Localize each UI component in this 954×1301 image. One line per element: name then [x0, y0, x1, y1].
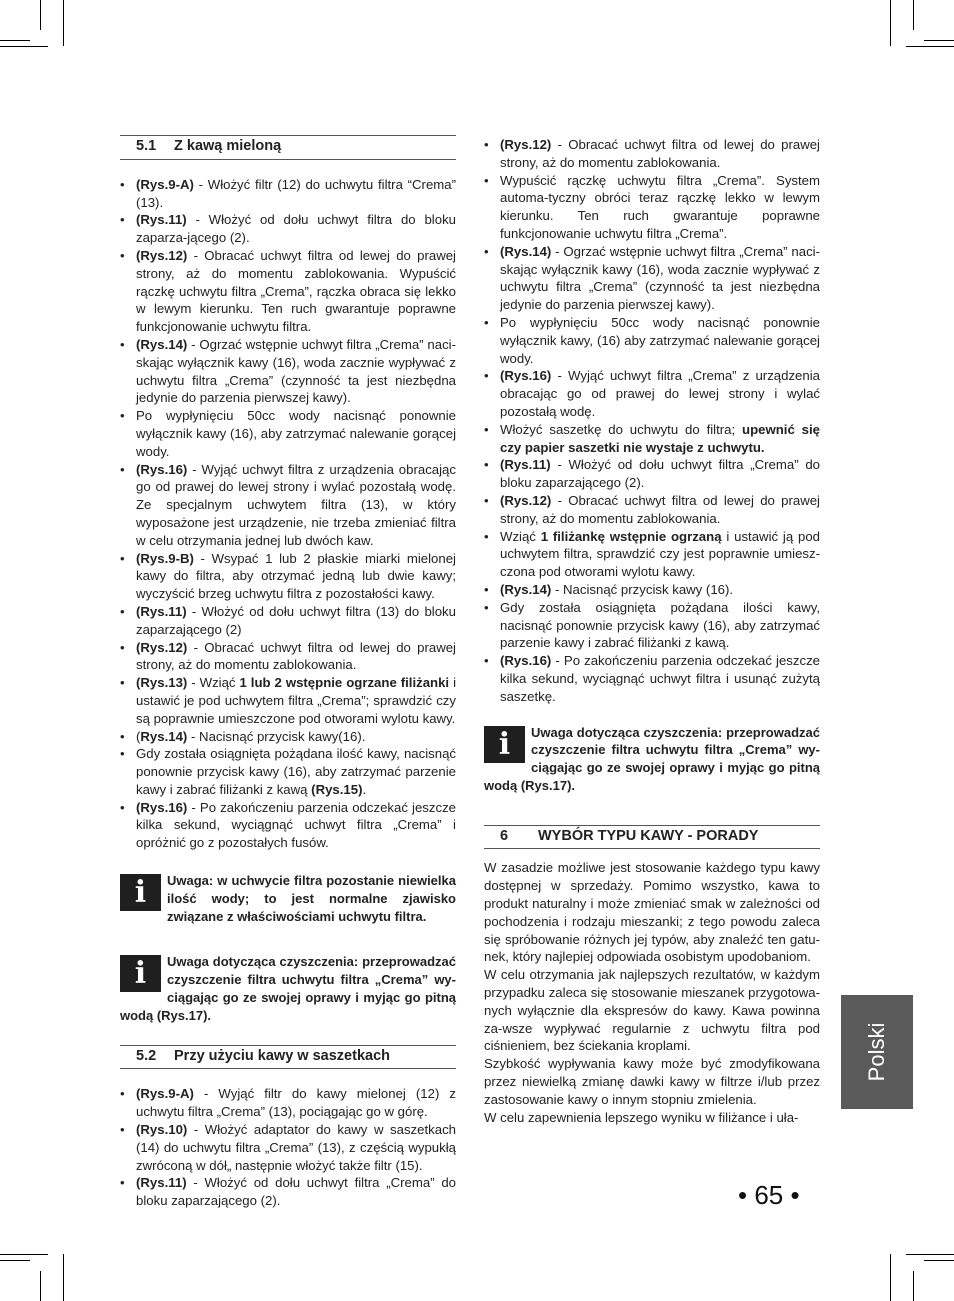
list-item — [120, 603, 456, 639]
crop-mark — [0, 40, 30, 41]
list-item — [120, 674, 456, 727]
item-text: - Obracać uchwyt filtra od lewej do prawej strony, aż do momentu zablokowania. — [500, 492, 820, 526]
item-text: - Wziąć — [187, 675, 240, 691]
crop-mark — [63, 1254, 64, 1301]
info-note — [484, 724, 820, 795]
section-heading-5-1 — [120, 135, 456, 160]
section-heading-5-2 — [120, 1045, 456, 1070]
crop-mark — [40, 1271, 41, 1301]
item-text: Wypuścić rączkę uchwytu filtra „Crema”. System automa-tyczny obróci teraz rączkę lekko w lewym kierunku. Ten ruch gwarantuje poprawne funkcjonowanie uchwytu filtra „Crema”. — [500, 172, 820, 241]
list-item — [120, 728, 456, 746]
section-number: 5.2 — [136, 1047, 157, 1064]
figure-ref: (Rys.11) — [136, 212, 187, 228]
list-item — [120, 176, 456, 212]
figure-ref: (Rys.9-B) — [136, 550, 194, 566]
list-item — [120, 407, 456, 460]
figure-ref: (Rys.12) — [500, 137, 552, 152]
list-item — [484, 528, 820, 581]
crop-mark — [63, 0, 64, 46]
item-emphasis: 1 filiżankę wstępnie ogrzaną — [540, 528, 722, 544]
item-text: - Włożyć filtr (12) do uchwytu filtra “Crema” (13). — [136, 176, 456, 210]
item-emphasis: 1 lub 2 wstępnie ogrzane filiżanki — [239, 675, 450, 691]
item-text: - Ogrzać wstępnie uchwyt filtra „Crema” naci-skając wyłącznik kawy (16), woda zacznie wypływać z uchwytu filtra „Crema” (czynność ta jest niezbędna jedynie do parzenia pierwszej kawy). — [500, 243, 820, 313]
section-title: Z kawą mieloną — [174, 138, 282, 154]
item-text: - Po zakończeniu parzenia odczekać jeszcze kilka sekund, wyciągnąć uchwyt filtra i usunąć zużytą saszetkę. — [500, 653, 820, 704]
list-item — [484, 599, 820, 652]
language-tab — [841, 995, 913, 1109]
list-item — [120, 745, 456, 798]
item-text: - Nacisnąć przycisk kawy (16). — [551, 581, 734, 597]
item-text: Gdy została osiągnięta pożądana ilości kawy, nacisnąć ponownie przycisk kawy (16), aby zatrzymać parzenie kawy i zabrać filiżanki z kawą. — [500, 599, 820, 651]
figure-ref: (Rys.14) — [500, 581, 552, 597]
item-text: - Włożyć od dołu uchwyt filtra do bloku zaparza-jącego (2). — [136, 212, 456, 246]
section-title: Przy użyciu kawy w saszetkach — [174, 1047, 390, 1064]
figure-ref: (Rys.11) — [136, 1175, 187, 1191]
item-text: - Po zakończeniu parzenia odczekać jeszcze kilka sekund, wyciągnąć uchwyt filtra „Crema” i opróżnić go z pozostałych fusów. — [136, 799, 456, 851]
item-text: i ustawić ją pod uchwytem filtra, sprawdzić czy jest poprawnie umiesz-czona pod otworami wylotu kawy. — [500, 528, 820, 580]
item-text: - Włożyć od dołu uchwyt filtra (13) do bloku zaparzającego (2) — [136, 603, 456, 637]
crop-mark — [924, 1260, 954, 1261]
list-item — [120, 336, 456, 407]
figure-ref: (Rys.12) — [500, 492, 552, 508]
list-item — [484, 243, 820, 314]
figure-ref: (Rys.10) — [136, 1122, 188, 1138]
item-text: - Obracać uchwyt filtra od lewej do prawej strony, aż do momentu zablokowania. Wypuścić rączkę uchwytu filtra „Crema”, rączka obraca się lekko w lewym kierunku. Ten ruch gwarantuje poprawne funkcjonowanie uchwytu filtra. — [136, 247, 456, 335]
list-item — [120, 799, 456, 852]
item-text: - Nacisnąć przycisk kawy(16). — [187, 728, 366, 744]
figure-ref: (Rys.11) — [136, 603, 187, 619]
item-text: ( — [136, 728, 141, 744]
section-number: 5.1 — [136, 138, 157, 154]
item-text: Wziąć — [500, 528, 541, 544]
crop-mark — [924, 40, 954, 41]
paragraph: W zasadzie możliwe jest stosowanie każdego typu kawy dostępnej w sprzedaży. Pomimo wszystko, kawa to produkt naturalny i może zmieniać smak w zależności od pochodzenia i rodzaju mieszanki; z tego powodu zaleca się spróbowanie różnych jej typów, aby znaleźć ten gatu-nek, który najlepiej odpowiada osobistym upodobaniom. — [484, 860, 820, 965]
item-text: - Obracać uchwyt filtra od lewej do prawej strony, aż do momentu zablokowania. — [500, 137, 820, 170]
list-item — [484, 456, 820, 492]
figure-ref: (Rys.14) — [500, 243, 552, 259]
figure-ref: (Rys.14) — [136, 336, 188, 352]
list-item — [484, 652, 820, 705]
info-note — [120, 872, 456, 925]
info-note — [120, 953, 456, 1024]
figure-ref: (Rys.16) — [136, 461, 188, 477]
instruction-list — [484, 136, 820, 706]
list-item — [484, 421, 820, 457]
right-column — [484, 136, 820, 1126]
item-text: - Ogrzać wstępnie uchwyt filtra „Crema” naci-skając wyłącznik kawy (16), woda zacznie wypływać z uchwytu filtra „Crema” (czynność ta jest niezbędna jedynie do parzenia pierwszej kawy). — [136, 336, 456, 406]
instruction-list — [120, 176, 456, 852]
item-text: - Wyjąć uchwyt filtra z urządzenia obracając go od prawej do lewej strony i wylać pozostałą wodę. Ze specjalnym uchwytem filtra (13), w który wyposażone jest urządzenie, nie trzeba zmieniać filtra w celu otrzymania jednej lub dwóch kaw. — [136, 461, 456, 548]
list-item — [120, 639, 456, 675]
crop-mark — [890, 1254, 891, 1301]
left-column — [120, 135, 456, 1210]
list-item — [120, 1085, 456, 1121]
item-text: Po wypłynięciu 50cc wody nacisnąć ponownie wyłącznik kawy (16), aby zatrzymać nalewanie gorącej wody. — [136, 408, 456, 459]
section-title: WYBÓR TYPU KAWY - PORADY — [538, 827, 759, 844]
list-item — [484, 492, 820, 528]
list-item — [120, 211, 456, 247]
figure-ref: (Rys.9-A) — [136, 176, 194, 192]
item-text: - Wsypać 1 lub 2 płaskie miarki mielonej kawy do filtra, aby otrzymać jedną lub dwie kawy; wyczyścić brzeg uchwytu filtra z pozostałości kawy. — [136, 550, 456, 602]
page-number: • 65 • — [738, 1180, 800, 1210]
list-item — [484, 172, 820, 243]
item-text: i ustawić je pod uchwytem filtra „Crema”; sprawdzić czy są poprawnie umieszczone pod otworami wylotu kawy. — [136, 675, 456, 726]
crop-mark — [0, 1254, 48, 1255]
crop-mark — [906, 1254, 954, 1255]
item-text: Gdy została osiągnięta pożądana ilość kawy, nacisnąć ponownie przycisk kawy (16), aby zatrzymać parzenie kawy i zabrać filiżanki z kawą — [136, 746, 456, 797]
crop-mark — [913, 1271, 914, 1301]
list-item — [120, 1121, 456, 1174]
list-item — [120, 1174, 456, 1210]
info-icon: i — [484, 726, 525, 763]
item-text: - Włożyć od dołu uchwyt filtra „Crema” do bloku zaparzającego (2). — [136, 1175, 456, 1209]
item-text: Po wypłynięciu 50cc wody nacisnąć ponownie wyłącznik kawy, (16) aby zatrzymać nalewanie gorącej wody. — [500, 314, 820, 366]
crop-mark — [913, 0, 914, 30]
crop-mark — [40, 0, 41, 30]
item-text: - Włożyć adaptator do kawy w saszetkach (14) do uchwytu filtra „Crema” (13), z częścią wypukłą zwróconą w dół„ następnie włożyć także filtr (15). — [136, 1122, 456, 1173]
list-item — [484, 367, 820, 420]
paragraph: W celu otrzymania jak najlepszych rezultatów, w każdym przypadku zaleca się stosowanie mieszanek przygotowa-nych wyłącznie dla ekspresów do kawy. Kawa powinna za-wsze wypływać regularnie z uchwytu filtra pod ciśnieniem, bez ściekania kroplami. — [484, 967, 820, 1054]
figure-ref: (Rys.12) — [136, 639, 188, 655]
item-text: Włożyć saszetkę do uchwytu do filtra; — [500, 421, 743, 437]
figure-ref: (Rys.16) — [136, 799, 188, 815]
figure-ref: (Rys.9-A) — [136, 1086, 194, 1102]
item-text: - Obracać uchwyt filtra od lewej do prawej strony, aż do momentu zablokowania. — [136, 639, 456, 673]
figure-ref: (Rys.12) — [136, 247, 188, 263]
figure-ref: (Rys.13) — [136, 675, 188, 691]
paragraph: Szybkość wypływania kawy może być zmodyfikowana przez niewielką zmianę dawki kawy w filtrze i/lub przez zastosowanie kawy o innym stopniu zmielenia. — [484, 1056, 820, 1107]
crop-mark — [0, 46, 48, 47]
crop-mark — [890, 0, 891, 46]
info-icon: i — [120, 955, 161, 992]
list-item — [484, 314, 820, 367]
crop-mark — [906, 46, 954, 47]
language-label: Polski — [864, 1022, 889, 1082]
item-emphasis: upewnić się czy papier saszetki nie wystaje z uchwytu. — [500, 421, 820, 455]
item-text: . — [362, 781, 367, 797]
list-item — [484, 136, 820, 172]
list-item — [120, 247, 456, 336]
instruction-list — [120, 1085, 456, 1210]
note-text: Uwaga: w uchwycie filtra pozostanie niewielka ilość wody; to jest normalne zjawisko związane z właściwościami uchwytu filtra. — [167, 873, 456, 924]
item-text: - Włożyć od dołu uchwyt filtra „Crema” do bloku zaparzającego (2). — [500, 457, 820, 491]
item-emphasis: Rys.14) — [140, 728, 188, 744]
item-text: - Wyjąć filtr do kawy mielonej (12) z uchwytu filtra „Crema” (13), pociągając go w górę. — [136, 1086, 456, 1120]
figure-ref: (Rys.11) — [500, 457, 551, 473]
section-number: 6 — [500, 827, 509, 844]
list-item — [484, 581, 820, 599]
crop-mark — [0, 1260, 30, 1261]
list-item — [120, 461, 456, 550]
item-emphasis: (Rys.15) — [311, 781, 363, 797]
info-icon: i — [120, 874, 161, 911]
figure-ref: (Rys.16) — [500, 368, 552, 384]
figure-ref: (Rys.16) — [500, 653, 552, 669]
paragraph: W celu zapewnienia lepszego wyniku w filiżance i uła- — [484, 1109, 799, 1125]
section-heading-6 — [484, 825, 820, 850]
note-text: Uwaga dotycząca czyszczenia: przeprowadzać czyszczenie filtra uchwytu filtra „Crema” wy-ciągając go ze swojej oprawy i myjąc go pitną wodą (Rys.17). — [484, 724, 820, 793]
note-text: Uwaga dotycząca czyszczenia: przeprowadzać czyszczenie filtra uchwytu filtra „Crema” wy-ciągając go ze swojej oprawy i myjąc go pitną wodą (Rys.17). — [120, 954, 456, 1023]
item-text: - Wyjąć uchwyt filtra „Crema” z urządzenia obracając go od prawej do lewej strony i wylać pozostałą wodę. — [500, 368, 820, 419]
list-item — [120, 550, 456, 603]
